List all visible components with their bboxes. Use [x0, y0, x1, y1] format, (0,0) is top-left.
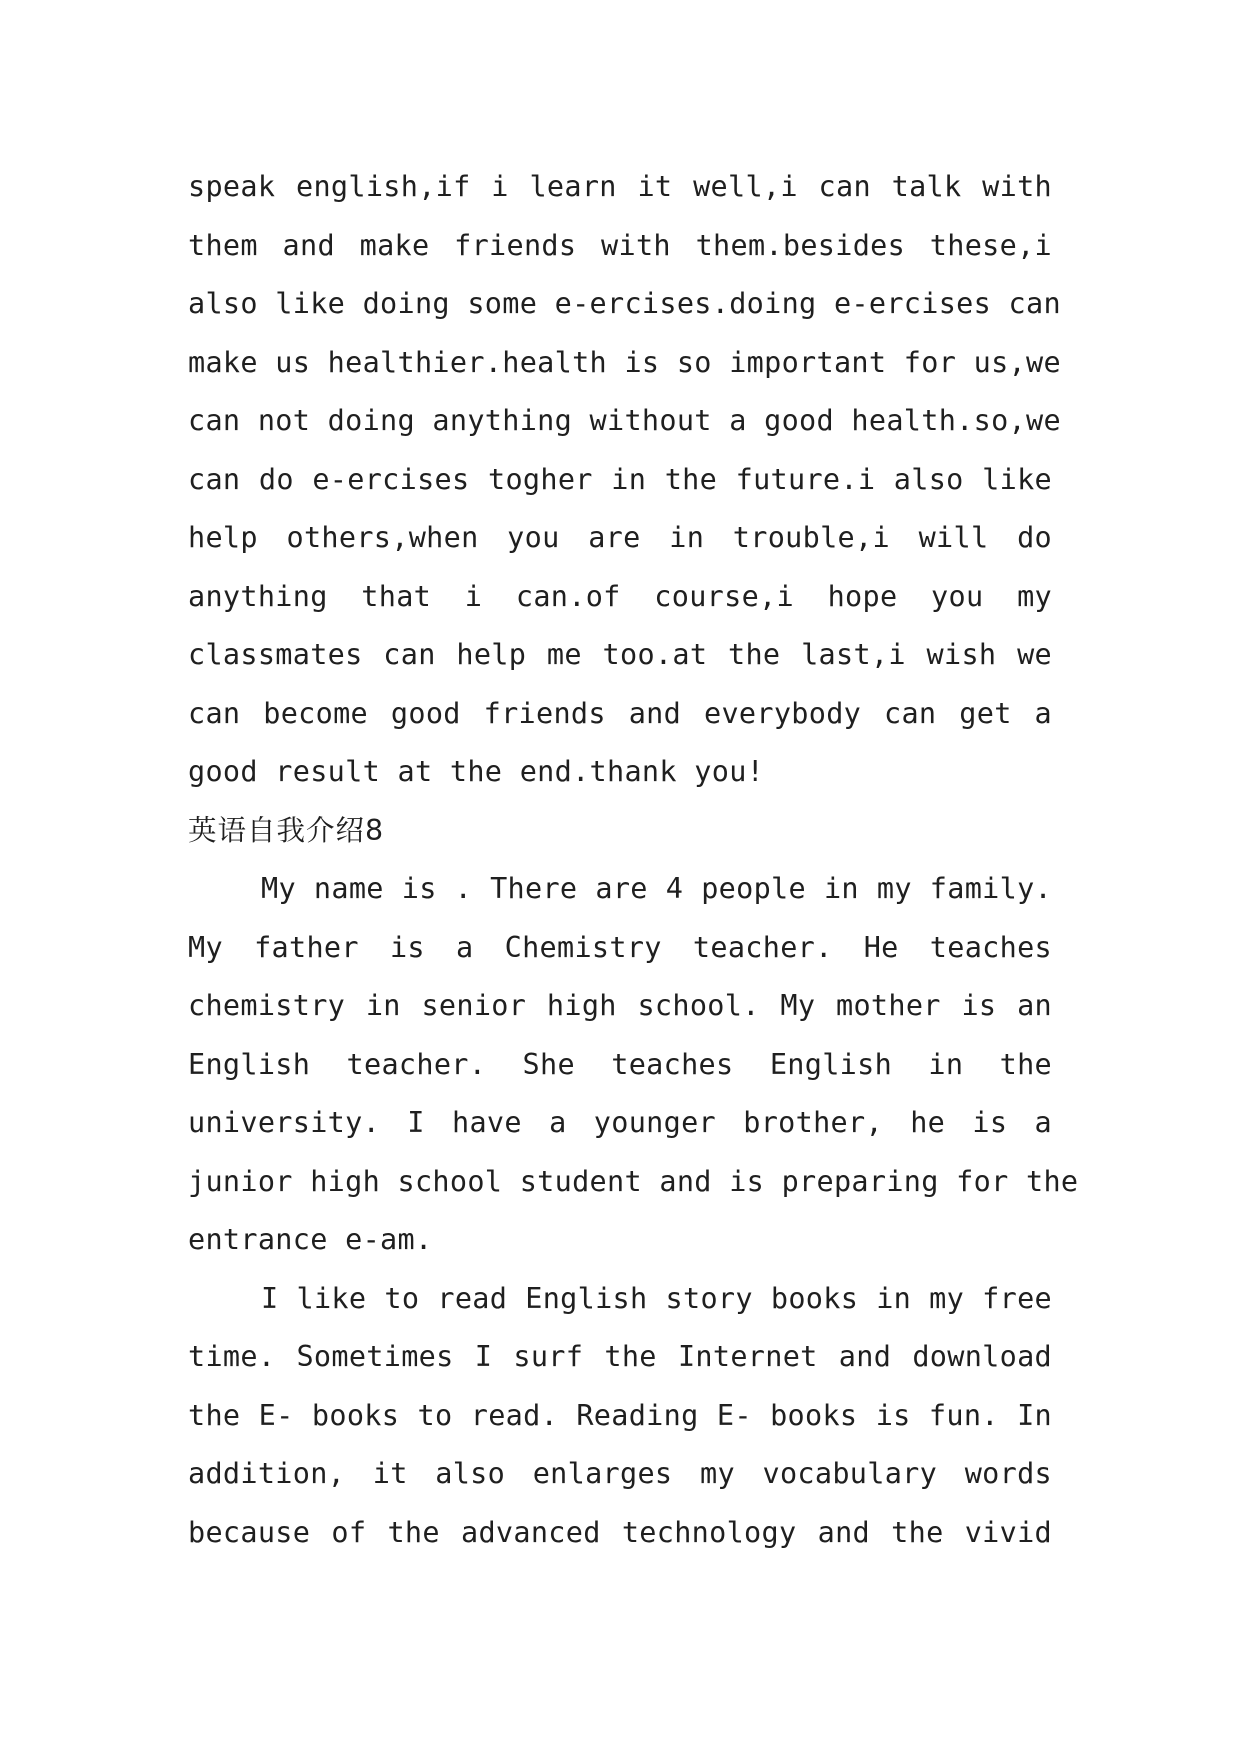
text-line: English teacher. She teaches English in the — [188, 1047, 1052, 1081]
text-line: addition, it also enlarges my vocabulary words — [188, 1457, 1052, 1490]
text-line: time. Sometimes I surf the Internet and download — [188, 1340, 1052, 1373]
text-line: anything that i can.of course,i hope you my — [188, 579, 1052, 613]
text-line: can become good friends and everybody can get a — [188, 696, 1052, 730]
text-line: university. I have a younger brother, he is a — [188, 1106, 1052, 1139]
text-line: junior high school student and is preparing for the — [188, 1164, 1079, 1198]
text-line: help others,when you are in trouble,i will do — [188, 521, 1052, 554]
text-line: can do e-ercises togher in the future.i also like — [188, 462, 1052, 496]
document-body — [188, 158, 1079, 1562]
text-line: My name is . There are 4 people in my family. — [261, 872, 1052, 905]
text-line: classmates can help me too.at the last,i wish we — [188, 638, 1052, 671]
paragraph-continuation — [188, 158, 1061, 802]
paragraph-hobbies — [188, 1270, 1052, 1563]
text-line: them and make friends with them.besides these,i — [188, 228, 1052, 262]
text-line: My father is a Chemistry teacher. He teaches — [188, 930, 1052, 964]
text-line: also like doing some e-ercises.doing e-ercises can — [188, 287, 1061, 320]
text-line: chemistry in senior high school. My mother is an — [188, 989, 1052, 1022]
text-line: good result at the end.thank you! — [188, 755, 765, 788]
paragraph-family — [188, 860, 1079, 1270]
section-heading: 英语自我介绍8 — [188, 813, 385, 847]
text-line: I like to read English story books in my free — [261, 1281, 1052, 1315]
text-line: entrance e-am. — [188, 1223, 433, 1256]
text-line: speak english,if i learn it well,i can talk with — [188, 170, 1052, 203]
text-line: the E- books to read. Reading E- books is fun. In — [188, 1398, 1052, 1432]
text-line: because of the advanced technology and the vivid — [188, 1515, 1052, 1549]
text-line: can not doing anything without a good health.so,we — [188, 404, 1061, 437]
text-line: make us healthier.health is so important for us,we — [188, 345, 1061, 379]
